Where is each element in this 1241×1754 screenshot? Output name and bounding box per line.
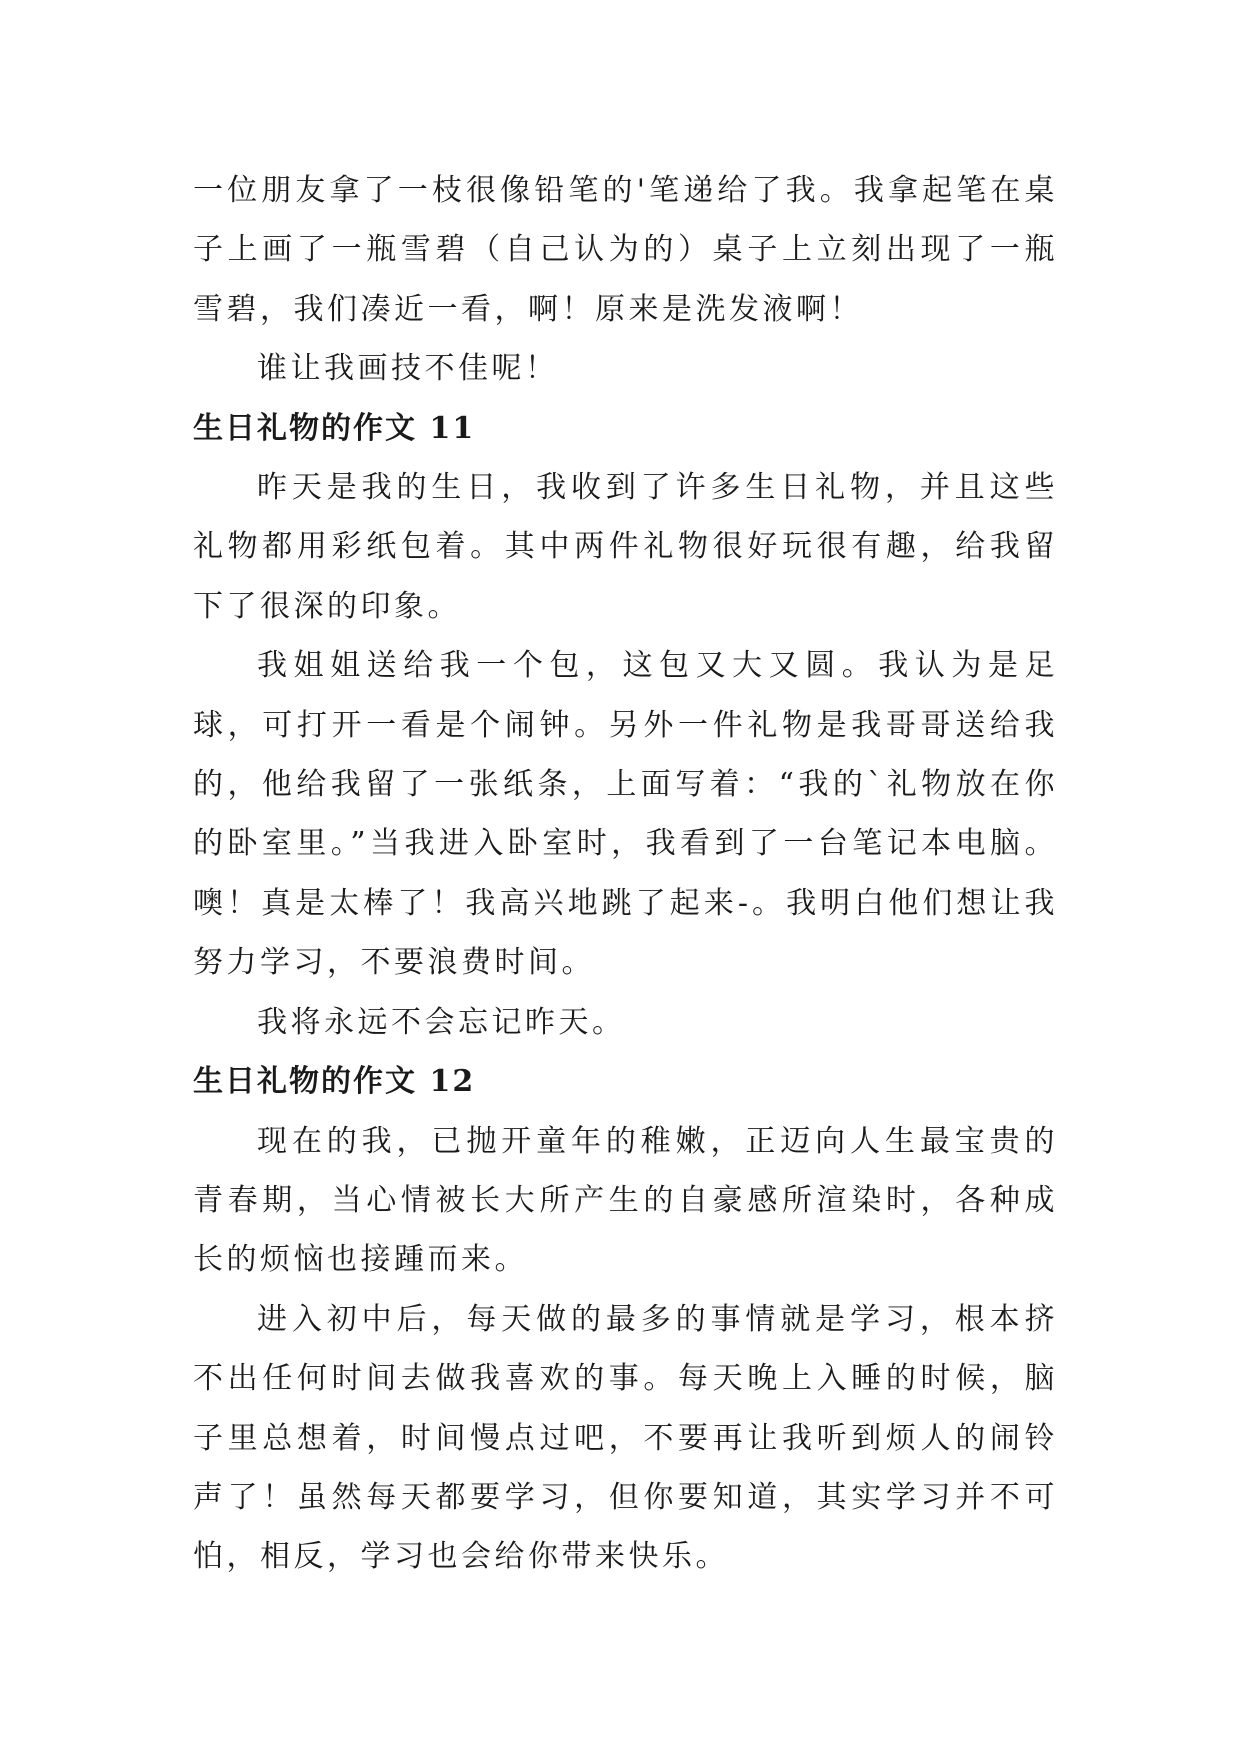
- essay-heading-12: 生日礼物的作文 12: [193, 1064, 476, 1100]
- paragraph-youth: 现在的我，已抛开童年的稚嫩，正迈向人生最宝贵的青春期，当心情被长大所产生的自豪感所渲染时，各种成长的烦恼也接踵而来。: [193, 1123, 1058, 1278]
- paragraph-sister-brother-gifts: 我姐姐送给我一个包，这包又大又圆。我认为是足球，可打开一看是个闹钟。另外一件礼物是我哥哥送给我的，他给我留了一张纸条，上面写着：“我的`礼物放在你的卧室里。”当我进入卧室时，我看到了一台笔记本电脑。噢！真是太棒了！我高兴地跳了起来-。我明白他们想让我努力学习，不要浪费时间。: [193, 648, 1058, 981]
- essay-heading-11: 生日礼物的作文 11: [193, 410, 476, 446]
- paragraph-middle-school: 进入初中后，每天做的最多的事情就是学习，根本挤不出任何时间去做我喜欢的事。每天晚上入睡的时候，脑子里总想着，时间慢点过吧，不要再让我听到烦人的闹铃声了！虽然每天都要学习，但你要知道，其实学习并不可怕，相反，学习也会给你带来快乐。: [193, 1301, 1058, 1575]
- document-body: [193, 161, 1058, 1587]
- paragraph-birthday-gifts: 昨天是我的生日，我收到了许多生日礼物，并且这些礼物都用彩纸包着。其中两件礼物很好玩很有趣，给我留下了很深的印象。: [193, 470, 1058, 624]
- paragraph-friend-pen: 一位朋友拿了一枝很像铅笔的'笔递给了我。我拿起笔在桌子上画了一瓶雪碧（自己认为的）桌子上立刻出现了一瓶雪碧，我们凑近一看，啊！原来是洗发液啊！: [193, 173, 1058, 327]
- paragraph-never-forget: 我将永远不会忘记昨天。: [257, 1004, 626, 1040]
- paragraph-drawing-skill: 谁让我画技不佳呢！: [257, 351, 559, 387]
